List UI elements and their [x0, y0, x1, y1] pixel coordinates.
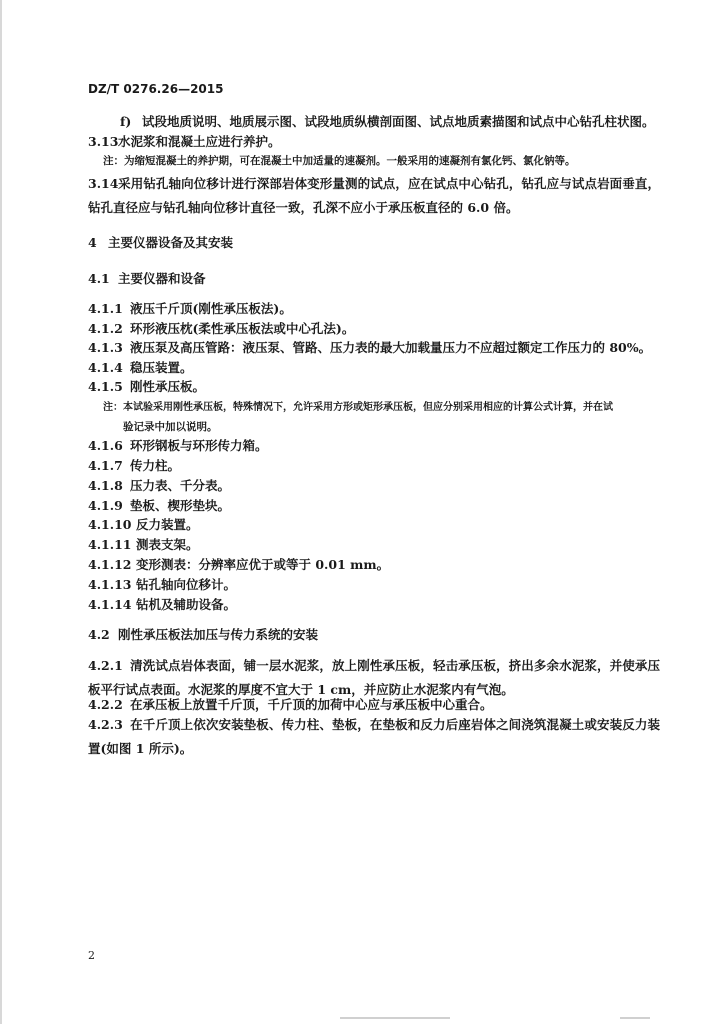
- clause-number: 4.2.2: [88, 697, 123, 712]
- item-number: 4.1.3: [88, 340, 123, 355]
- item-number: 4.1.2: [88, 321, 123, 336]
- clause-text: 在千斤顶上依次安装垫板、传力柱、垫板，在垫板和反力后座岩体之间浇筑混凝土或安装反力装置(如图 1 所示)。: [88, 717, 660, 756]
- item-number: 4.1.5: [88, 379, 123, 394]
- list-item: [88, 300, 660, 318]
- note-3-13: 注：为缩短混凝土的养护期，可在混凝土中加适量的速凝剂。一般采用的速凝剂有氯化钙、氯化钠等。: [103, 155, 576, 167]
- page-number: 2: [88, 949, 95, 962]
- section-title: 刚性承压板法加压与传力系统的安装: [118, 627, 319, 642]
- item-number: 4.1.14: [88, 597, 132, 612]
- clause-text: 水泥浆和混凝土应进行养护。: [118, 134, 281, 149]
- list-item: [88, 378, 660, 396]
- clause-4-2-3: [88, 713, 660, 761]
- list-item: [88, 359, 660, 377]
- item-f-text: 试段地质说明、地质展示图、试段地质纵横剖面图、试点地质素描图和试点中心钻孔柱状图。: [142, 114, 655, 129]
- section-number: 4.1: [88, 271, 110, 286]
- clause-number: 3.13: [88, 134, 119, 149]
- item-number: 4.1.11: [88, 537, 132, 552]
- item-text: 反力装置。: [136, 517, 199, 532]
- section-number: 4.2: [88, 627, 110, 642]
- item-number: 4.1.13: [88, 577, 132, 592]
- item-text: 变形测表：分辨率应优于或等于 0.01 mm。: [136, 557, 390, 572]
- clause-text: 在承压板上放置千斤顶，千斤顶的加荷中心应与承压板中心重合。: [130, 697, 493, 712]
- list-item: [88, 320, 660, 338]
- clause-number: 4.2.1: [88, 658, 123, 673]
- item-number: 4.1.7: [88, 458, 123, 473]
- clause-text: 采用钻孔轴向位移计进行深部岩体变形量测的试点，应在试点中心钻孔，钻孔应与试点岩面垂直，钻孔直径应与钻孔轴向位移计直径一致，孔深不应小于承压板直径的 6.0 倍。: [88, 176, 660, 215]
- note-4-1-5-line1: 注：本试验采用刚性承压板，特殊情况下，允许采用方形或矩形承压板，但应分别采用相应的计算公式计算，并在试: [103, 402, 613, 413]
- item-number: 4.1.4: [88, 360, 123, 375]
- list-item: [88, 576, 660, 594]
- item-number: 4.1.10: [88, 517, 132, 532]
- clause-number: 3.14: [88, 176, 119, 191]
- list-item: [88, 596, 660, 614]
- section-4-heading: [88, 234, 660, 252]
- item-text: 液压泵及高压管路：液压泵、管路、压力表的最大加载量压力不应超过额定工作压力的 80%。: [130, 340, 652, 355]
- scan-artifact: [620, 1017, 650, 1019]
- clause-text: 清洗试点岩体表面，铺一层水泥浆，放上刚性承压板，轻击承压板，挤出多余水泥浆，并使承压板平行试点表面。水泥浆的厚度不宜大于 1 cm，并应防止水泥浆内有气泡。: [88, 658, 660, 697]
- item-text: 钻机及辅助设备。: [136, 597, 237, 612]
- scan-edge: [0, 0, 2, 1024]
- clause-4-2-1: [88, 654, 660, 702]
- list-item: [88, 437, 660, 455]
- item-number: 4.1.8: [88, 478, 123, 493]
- item-text: 垫板、楔形垫块。: [130, 498, 231, 513]
- item-f-number: f): [120, 114, 132, 129]
- item-number: 4.1.12: [88, 557, 132, 572]
- list-item: [88, 556, 660, 574]
- list-item: [88, 457, 660, 475]
- section-4-1-heading: [88, 270, 660, 288]
- section-4-2-heading: [88, 626, 660, 644]
- clause-number: 4.2.3: [88, 717, 123, 732]
- section-title: 主要仪器和设备: [118, 271, 206, 286]
- item-number: 4.1.9: [88, 498, 123, 513]
- item-text: 稳压装置。: [130, 360, 193, 375]
- item-text: 环形钢板与环形传力箱。: [130, 438, 268, 453]
- item-text: 钻孔轴向位移计。: [136, 577, 237, 592]
- item-text: 环形液压枕(柔性承压板法或中心孔法)。: [130, 321, 355, 336]
- clause-3-13: [88, 133, 660, 151]
- item-text: 刚性承压板。: [130, 379, 206, 394]
- item-text: 压力表、千分表。: [130, 478, 231, 493]
- item-number: 4.1.6: [88, 438, 123, 453]
- clause-4-2-2: [88, 696, 660, 714]
- list-item: [88, 536, 660, 554]
- item-text: 液压千斤顶(刚性承压板法)。: [130, 301, 292, 316]
- scan-artifact: [340, 1017, 450, 1019]
- note-4-1-5-line2: 验记录中加以说明。: [123, 421, 218, 433]
- item-text: 传力柱。: [130, 458, 181, 473]
- list-item: [88, 339, 660, 357]
- clause-3-14: [88, 172, 660, 220]
- list-item: [88, 477, 660, 495]
- list-item: [88, 497, 660, 515]
- item-f: [120, 113, 660, 131]
- item-number: 4.1.1: [88, 301, 123, 316]
- list-item: [88, 516, 660, 534]
- section-title: 主要仪器设备及其安装: [108, 235, 234, 250]
- item-text: 测表支架。: [136, 537, 199, 552]
- section-number: 4: [88, 235, 97, 250]
- standard-code: DZ/T 0276.26—2015: [88, 82, 224, 96]
